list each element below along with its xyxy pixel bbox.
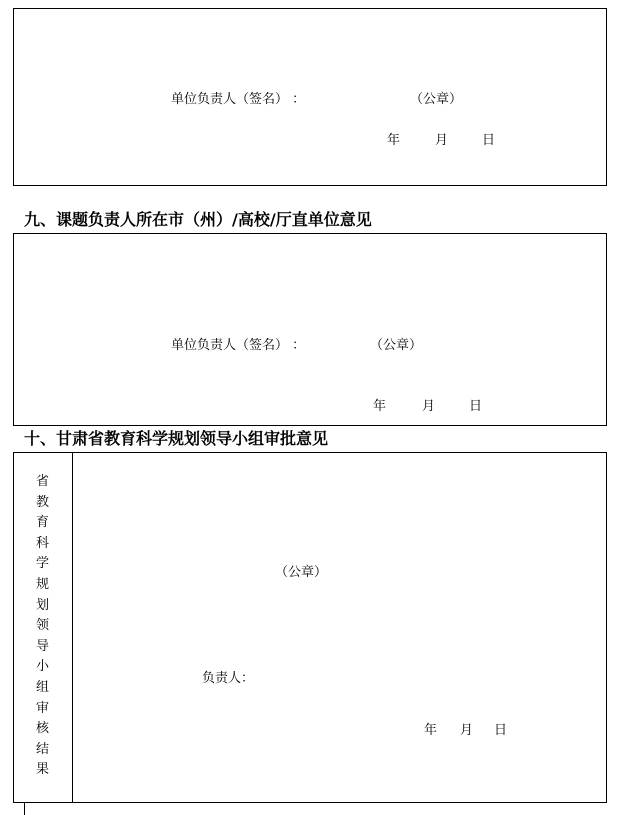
- section10-date-day: 日: [494, 723, 508, 738]
- section8-date-day: 日: [482, 133, 496, 148]
- section10-approval-box: [13, 452, 607, 803]
- section10-side-label: [13, 472, 72, 781]
- section9-opinion-box: [13, 233, 607, 426]
- section9-signature-label: 单位负责人（签名） ：: [171, 338, 306, 353]
- side-label-char: 小: [35, 659, 49, 675]
- side-label-char: 育: [35, 515, 49, 531]
- side-label-char: 划: [35, 597, 49, 613]
- side-label-char: 学: [35, 556, 49, 572]
- text-cursor: [24, 803, 25, 815]
- section8-date-year: 年: [387, 133, 401, 148]
- section10-date-month: 月: [460, 723, 474, 738]
- side-label-char: 果: [35, 762, 49, 778]
- section10-seal: （公章）: [275, 565, 328, 580]
- side-label-char: 组: [35, 679, 49, 695]
- section10-heading: 十、甘肃省教育科学规划领导小组审批意见: [24, 429, 329, 448]
- section10-responsible-label: 负责人：: [202, 671, 255, 686]
- side-label-char: 核: [35, 721, 49, 737]
- section9-date-year: 年: [373, 399, 387, 414]
- section10-column-divider: [72, 452, 73, 803]
- section9-date-day: 日: [469, 399, 483, 414]
- side-label-char: 结: [35, 741, 49, 757]
- section9-heading: 九、课题负责人所在市（州）/高校/厅直单位意见: [24, 210, 372, 229]
- side-label-char: 审: [35, 700, 49, 716]
- side-label-char: 教: [35, 494, 49, 510]
- side-label-char: 科: [35, 535, 49, 551]
- section9-date-month: 月: [422, 399, 436, 414]
- side-label-char: 领: [35, 618, 49, 634]
- side-label-char: 导: [35, 638, 49, 654]
- side-label-char: 省: [35, 474, 49, 489]
- section8-date-month: 月: [435, 133, 449, 148]
- side-label-char: 规: [35, 576, 49, 592]
- section8-opinion-box: [13, 8, 607, 186]
- section10-date-year: 年: [424, 723, 438, 738]
- section8-seal: （公章）: [410, 92, 463, 107]
- section9-seal: （公章）: [370, 338, 423, 353]
- section8-signature-label: 单位负责人（签名） ：: [171, 92, 306, 107]
